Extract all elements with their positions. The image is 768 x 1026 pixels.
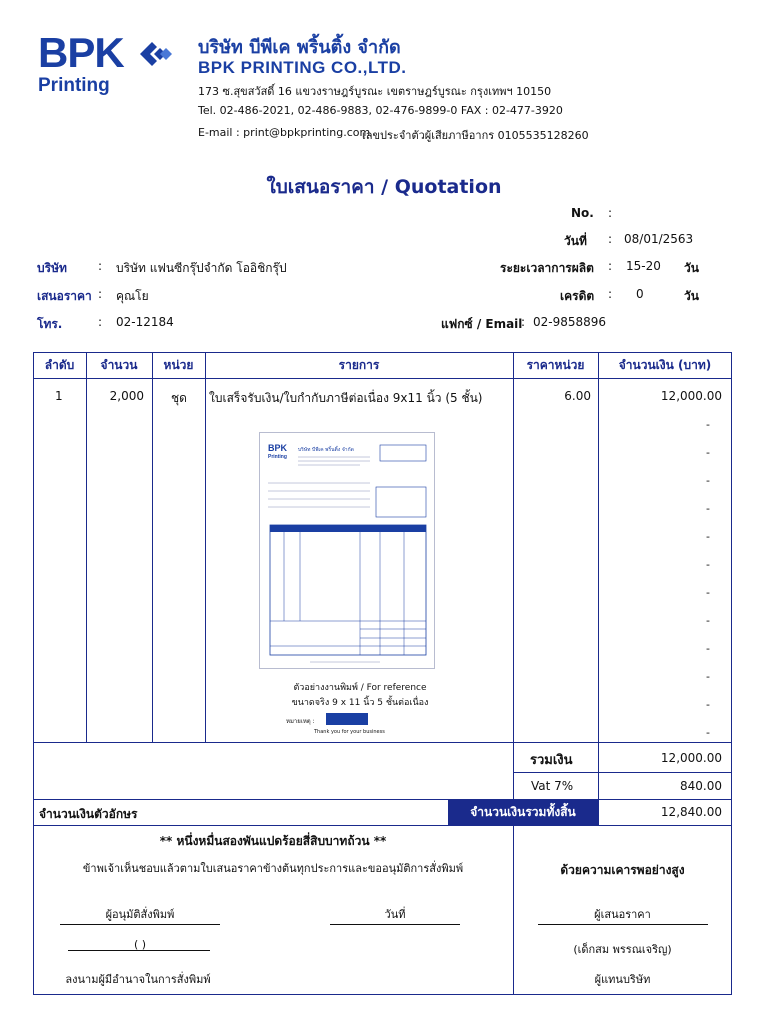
empty-row-dash: - [706,474,710,487]
signer-name-paren: ( ) [133,938,147,951]
col-header-amount: จำนวนเงิน (บาท) [618,358,712,372]
row-qty: 2,000 [109,389,144,403]
customer-company-value: บริษัท แฟนซีกรุ๊ปจำกัด โออิชิกรุ๊ป [116,261,287,275]
subtotal-value: 12,000.00 [660,751,722,765]
col-header-no: ลำดับ [44,358,75,372]
sample-size-caption: ขนาดจริง 9 x 11 นิ้ว 5 ชั้นต่อเนื่อง [291,698,429,708]
col-divider-qty [86,352,87,742]
regards-text: ด้วยความเคารพอย่างสูง [560,863,685,877]
approval-date-line [330,924,460,925]
svg-text:บริษัท บีพีเค พริ้นติ้ง จำกัด: บริษัท บีพีเค พริ้นติ้ง จำกัด [298,447,354,453]
offerer-label: ผู้เสนอราคา [594,908,651,921]
empty-row-dash: - [706,530,710,543]
fax-email-value: 02-9858896 [533,315,607,329]
date-label: วันที่ [564,234,587,248]
credit-colon: : [608,287,613,301]
signer-name-line [68,950,210,951]
quote-no-colon: : [608,206,613,220]
approval-date-label: วันที่ [384,908,406,921]
credit-label: เครดิต [560,289,595,303]
customer-company-label: บริษัท [37,261,67,275]
offer-to-colon: : [98,287,103,301]
approval-statement: ข้าพเจ้าเห็นชอบแล้วตามใบเสนอราคาข้างต้นทุกประการและขออนุมัติการสั่งพิมพ์ [82,862,464,875]
customer-tel-label: โทร. [37,317,63,331]
row-no: 1 [55,389,63,403]
lead-time-value: 15-20 [626,259,661,273]
approver-signature-line [60,924,220,925]
sample-caption: ตัวอย่างงานพิมพ์ / For reference [293,683,427,693]
logo-diamond-icon [136,38,174,70]
fax-email-label: แฟกซ์ / Email [441,317,523,331]
company-phone: Tel. 02-486-2021, 02-486-9883, 02-476-9899-0 FAX : 02-477-3920 [198,104,563,117]
vat-line [33,799,732,800]
sample-form-drawing [260,433,434,668]
lead-time-colon: : [608,259,613,273]
empty-row-dash: - [706,614,710,627]
approver-label: ผู้อนุมัติสั่งพิมพ์ [105,908,175,921]
lead-time-unit: วัน [684,261,699,275]
empty-row-dash: - [706,586,710,599]
company-name-th: บริษัท บีพีเค พริ้นติ้ง จำกัด [198,37,401,58]
offerer-signature-line [538,924,708,925]
document-title: ใบเสนอราคา / Quotation [266,176,502,198]
row-description: ใบเสร็จรับเงิน/ใบกำกับภาษีต่อเนื่อง 9x11 นิ้ว (5 ชั้น) [209,391,483,405]
vat-label: Vat 7% [531,779,574,793]
offerer-name: (เด็กสม พรรณเจริญ) [573,943,672,956]
row-amount: 12,000.00 [660,389,722,403]
sample-thanks: Thank you for your business [314,729,385,735]
lead-time-label: ระยะเวลาการผลิต [500,261,594,275]
col-header-qty: จำนวน [100,358,138,372]
signer-caption: ลงนามผู้มีอำนาจในการสั่งพิมพ์ [65,973,211,986]
offer-to-value: คุณโย [116,289,149,303]
customer-tel-value: 02-12184 [116,315,174,329]
row-unit-price: 6.00 [564,389,591,403]
svg-text:Printing: Printing [268,454,287,460]
empty-row-dash: - [706,642,710,655]
company-logo: BPK [38,29,124,76]
col-divider-price [513,352,514,826]
table-header-divider [33,378,732,379]
col-header-description: รายการ [338,358,380,372]
col-header-unit-price: ราคาหน่วย [526,358,585,372]
date-colon: : [608,232,613,246]
company-logo-subtitle: Printing [38,75,110,96]
offer-to-label: เสนอราคา [37,289,92,303]
empty-row-dash: - [706,558,710,571]
items-bottom-line [33,742,732,743]
customer-tel-colon: : [98,315,103,329]
empty-row-dash: - [706,446,710,459]
sample-form-thumbnail [259,432,435,669]
sample-mini-logo-box [326,713,368,725]
svg-text:BPK: BPK [268,443,288,453]
empty-row-dash: - [706,418,710,431]
amount-in-words-label: จำนวนเงินตัวอักษร [39,807,138,821]
empty-row-dash: - [706,502,710,515]
grand-total-value: 12,840.00 [660,805,722,819]
col-header-unit: หน่วย [163,358,194,372]
empty-row-dash: - [706,726,710,739]
row-unit: ชุด [171,391,187,405]
subtotal-label: รวมเงิน [530,753,573,768]
company-address: 173 ซ.สุขสวัสดิ์ 16 แขวงราษฎร์บูรณะ เขตราษฎร์บูรณะ กรุงเทพฯ 10150 [198,85,552,98]
vat-value: 840.00 [680,779,722,793]
customer-company-colon: : [98,259,103,273]
fax-email-colon: : [521,315,526,329]
offerer-role: ผู้แทนบริษัท [594,973,651,986]
grand-total-label: จำนวนเงินรวมทั้งสิ้น [448,799,598,825]
quote-no-label: No. [571,206,594,220]
company-name-en: BPK PRINTING CO.,LTD. [198,58,407,77]
empty-row-dash: - [706,670,710,683]
company-email: E-mail : print@bpkprinting.com [198,126,371,139]
amount-in-words: ** หนึ่งหมื่นสองพันแปดร้อยสี่สิบบาทถ้วน ** [159,834,387,848]
date-value: 08/01/2563 [624,232,694,246]
credit-value: 0 [636,287,644,301]
grand-total-line [33,825,732,826]
company-taxid: เลขประจำตัวผู้เสียภาษีอากร 0105535128260 [362,129,589,142]
credit-unit: วัน [684,289,699,303]
sample-remark: หมายเหตุ : [286,718,315,725]
col-divider-unit [152,352,153,742]
subtotal-line [513,772,732,773]
empty-row-dash: - [706,698,710,711]
